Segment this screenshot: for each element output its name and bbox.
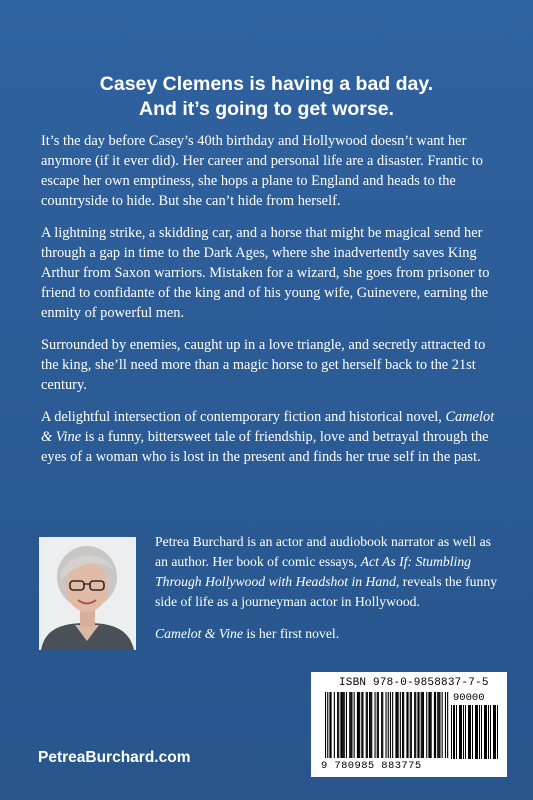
barcode-bar — [488, 705, 489, 759]
barcode-bar — [460, 705, 461, 759]
bio-first-novel — [155, 624, 500, 644]
barcode-bar — [366, 692, 367, 758]
barcode-bar — [414, 692, 415, 758]
barcode-bar — [381, 692, 382, 758]
barcode-bar — [386, 692, 387, 758]
barcode-bar — [447, 692, 448, 758]
barcode-bar — [451, 705, 452, 759]
barcode-bar — [343, 692, 344, 758]
barcode-bar — [370, 692, 371, 758]
barcode-bar — [354, 692, 355, 758]
author-bio — [155, 532, 500, 656]
barcode-bar — [349, 692, 350, 758]
barcode-bar — [468, 705, 469, 759]
barcode-bar — [475, 705, 476, 759]
barcode-bar — [346, 692, 347, 758]
barcode-bar — [398, 692, 399, 758]
barcode-bar — [470, 705, 471, 759]
barcode-bar — [445, 692, 446, 758]
barcode-bar — [406, 692, 407, 758]
bio-book-title: Act As If: Stumbling Through Hollywood with Headshot in Hand — [155, 554, 472, 589]
barcode-bar — [340, 692, 341, 758]
barcode-bar — [461, 705, 462, 759]
bio-text-post: , reveals the funny side of life as a journeyman actor in Hollywood. — [155, 574, 498, 609]
barcode-bar — [327, 692, 328, 758]
headline-line-2: And it’s going to get worse. — [139, 98, 394, 120]
barcode-bar — [456, 705, 457, 759]
barcode-bar — [438, 692, 439, 758]
barcode-bar — [395, 692, 396, 758]
barcode-bar — [388, 692, 389, 758]
barcode-bar — [358, 692, 359, 758]
barcode-bar — [402, 692, 403, 758]
barcode-bar — [342, 692, 343, 758]
barcode-bar — [397, 692, 398, 758]
barcode-bar — [493, 705, 494, 759]
barcode-bar — [408, 692, 409, 758]
barcode-bar — [417, 692, 418, 758]
barcode-addon-bars — [451, 705, 501, 759]
barcode-bars — [325, 692, 449, 762]
barcode-bar — [351, 692, 352, 758]
barcode-bar — [481, 705, 482, 759]
barcode-bar — [485, 705, 486, 759]
barcode-bar — [431, 692, 432, 758]
blurb — [41, 131, 499, 479]
closing-text-post: is a funny, bittersweet tale of friendship, love and betrayal through the eyes of a woman who is lost in the present and finds her true self in the past. — [41, 429, 489, 465]
headline-line-1: Casey Clemens is having a bad day. — [99, 73, 434, 95]
barcode-bar — [411, 692, 412, 758]
barcode-bar — [439, 692, 440, 758]
barcode-bar — [390, 692, 391, 758]
price-code: 90000 — [453, 692, 485, 704]
barcode-bar — [329, 692, 330, 758]
barcode-bar — [477, 705, 478, 759]
bio-paragraph — [155, 532, 500, 612]
barcode-bar — [325, 692, 326, 758]
barcode-bar — [371, 692, 372, 758]
barcode-bar — [419, 692, 420, 758]
barcode-bar — [465, 705, 466, 759]
barcode-bar — [377, 692, 378, 758]
barcode-bar — [375, 692, 376, 758]
barcode-bar — [484, 705, 485, 759]
barcode-bar — [459, 705, 460, 759]
closing-text-pre: A delightful intersection of contemporary fiction and historical novel, — [41, 409, 446, 425]
barcode-bar — [430, 692, 431, 758]
closing-paragraph — [41, 407, 499, 467]
barcode-bar — [437, 692, 438, 758]
barcode-bar — [428, 692, 429, 758]
blurb-paragraph: It’s the day before Casey’s 40th birthday and Hollywood doesn’t want her anymore (if it ever did). Her career and personal life are a disaster. Frantic to escape her own emptiness, she hops a plane to England and heads to the countryside to hide. But she can’t hide from herself. — [41, 133, 483, 209]
barcode-bar — [423, 692, 424, 758]
barcode-bar — [426, 692, 427, 758]
barcode-bar — [362, 692, 363, 758]
barcode-bar — [361, 692, 362, 758]
barcode-bar — [344, 692, 345, 758]
isbn-label: ISBN 978-0-9858837-7-5 — [339, 677, 489, 689]
barcode-bar — [378, 692, 379, 758]
barcode-digits: 9 780985 883775 — [321, 760, 422, 772]
author-website: PetreaBurchard.com — [38, 749, 191, 766]
barcode-bar — [337, 692, 338, 758]
headline — [0, 72, 533, 122]
bio-novel-suffix: is her first novel. — [242, 626, 340, 641]
barcode-bar — [403, 692, 404, 758]
barcode-bar — [369, 692, 370, 758]
barcode-bar — [476, 705, 477, 759]
isbn-barcode — [311, 672, 507, 777]
barcode-bar — [469, 705, 470, 759]
barcode-bar — [486, 705, 487, 759]
bio-novel-title: Camelot & Vine — [155, 626, 243, 641]
barcode-bar — [434, 692, 435, 758]
barcode-bar — [494, 705, 495, 759]
barcode-bar — [410, 692, 411, 758]
book-title: Camelot & Vine — [41, 409, 495, 445]
bio-text-pre: Petrea Burchard is an actor and audiobook narrator as well as an author. Her book of comic essays, — [155, 534, 491, 569]
barcode-bar — [382, 692, 383, 758]
barcode-bar — [338, 692, 339, 758]
barcode-bar — [400, 692, 401, 758]
barcode-bar — [495, 705, 496, 759]
barcode-bar — [490, 705, 491, 759]
barcode-bar — [415, 692, 416, 758]
author-photo — [39, 537, 136, 650]
barcode-bar — [453, 705, 454, 759]
blurb-paragraph: Surrounded by enemies, caught up in a love triangle, and secretly attracted to the king, she’ll need more than a magic horse to get herself back to the 21st century. — [41, 337, 486, 393]
author-portrait-image — [39, 537, 136, 650]
barcode-bar — [359, 692, 360, 758]
barcode-bar — [357, 692, 358, 758]
barcode-bar — [392, 692, 393, 758]
barcode-bar — [479, 705, 480, 759]
barcode-bar — [331, 692, 332, 758]
barcode-bar — [367, 692, 368, 758]
blurb-paragraph: A lightning strike, a skidding car, and a horse that might be magical send her through a gap in time to the Dark Ages, where she inadvertently saves King Arthur from Saxon warriors. Mistaken for a wizard, she goes from prisoner to friend to confidante of the king and of his young wife, Guinevere, earning the enmity of powerful men. — [41, 225, 490, 321]
barcode-bar — [472, 705, 473, 759]
barcode-bar — [435, 692, 436, 758]
barcode-bar — [442, 692, 443, 758]
barcode-bar — [463, 705, 464, 759]
barcode-bar — [334, 692, 335, 758]
barcode-bar — [421, 692, 422, 758]
barcode-bar — [497, 705, 498, 759]
barcode-bar — [454, 705, 455, 759]
barcode-bar — [350, 692, 351, 758]
barcode-bar — [422, 692, 423, 758]
